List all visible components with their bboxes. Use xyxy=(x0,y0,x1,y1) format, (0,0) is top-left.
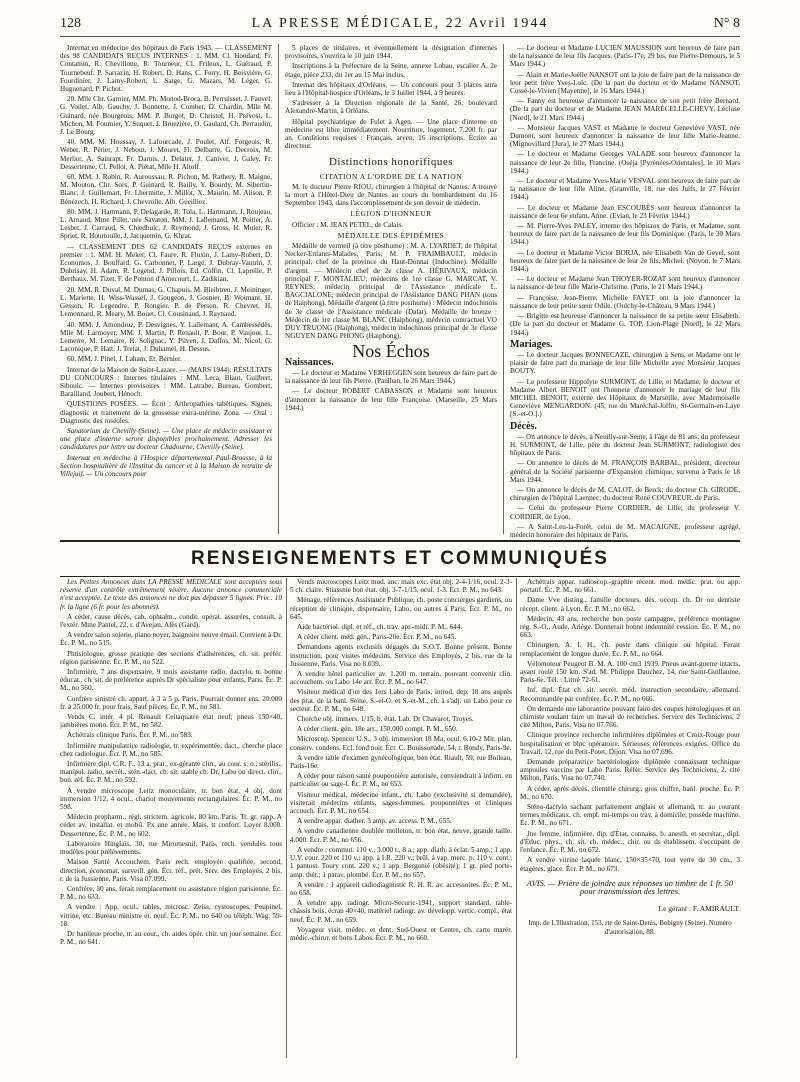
paragraph: — Le docteur et Madame LUCIEN MAUSSION sont heureux de faire part de la naissance de leur fils Jacques. (Paris-17e, 29 bis, rue Pierre-Demours, le 5 Mars 1944.) xyxy=(510,44,740,69)
paragraph: — Le docteur et Madame Victor BORJA, née Elisabeth Van de Gevel, sont heureux de faire part de la naissance de leur 2e fils, Michel. (Noyon, le 7 Mars 1944.) xyxy=(510,248,740,274)
paragraph: 20. MM. R. Duval, M. Dumas, G. Chapuis, M. Bleibtreu, J. Meininger, L. Mariette, H. Wiss-Wassef, J. Gougeon, J. Gosnier, B. Woimant, H. Gesson, R. Legendre, P. Rongier, P. de Person, R. Chevret, H. Lemonnard, R. Meary, M. Bouet, Cl. Cousinaud, J. Raynaud. xyxy=(60,285,272,319)
classified-ad: Inf. dipl. État ch. sit. secrét. méd. instruction secondaire, allemand. Recommandée par confrère. Éc. P. M., no 666. xyxy=(520,686,740,703)
paragraph: 20. Mlle Chr. Garnier, MM. Ph. Monod-Broca, B. Perruisset, J. Fauvel, G. Voilet, Alb. Gauchy, J. Bonnette, J. Combet, D. Chardin, Mlle M. Guinard, née Bourgeois, MM. P. Burgot, D. Christol, H. Prévost, L. Michon, M. Fournier, Y. Suquet, J. Bruezière, O. Gaulard, Ch. Perraudin, J. Le Bourg. xyxy=(60,95,272,137)
paragraph: Internat de la Maison de Saint-Lazare. — (MARS 1944). RÉSULTATS DU CONCOURS : Internes titulaires : MM. Leca, Blaut, Guilbert, Siboulc. — Internes provisoires : MM. Latrabe, Bureau, Gombert, Barailland, Joubert, Hénoch. xyxy=(60,365,272,399)
classified-ad: Chirurgien, A. I. H., ch. poste dans clinique ou hôpital. Ferait remplacement de longue durée. Éc. P. M., no 664. xyxy=(520,641,740,658)
paragraph: — Le docteur et Madame Jean THOYER-ROZAT sont heureux d'annoncer la naissance de leur fille Marie-Christine. (Paris, le 21 Mars 1944.) xyxy=(510,275,740,292)
classified-ad: Confrère, 30 ans, ferait remplacement ou assistance région parisienne. Éc. P. M., no 633. xyxy=(60,884,282,902)
column-2 xyxy=(285,44,497,552)
classified-ad: A céder, cause décès, cab. ophtalm., condit. opérat. assurées, consult. à l'extér. Mme Pantel, 22, r. d'Avejan, Alès (Gard). xyxy=(60,612,282,630)
classified-ad: Jne femme, infirmière, dip. d'État, connaiss. b. anesth. et secrétar., dipl. d'Éduc. phys., ch. sit. ch. médec., chir. ou ds établissem. s'occupant de l'enfance. Éc. P. M., no 672. xyxy=(520,829,740,855)
classified-ad: A vendre hôtel particulier av. 1.200 m. terrain, pouvant convenir clin. accouchem. ou Labo 14e arr. Écr. P. M., no 647. xyxy=(290,670,512,687)
paragraph: — CLASSEMENT DES 62 CANDIDATS REÇUS externes en premier : 1. MM. H. Meker, Cl. Faure, R. Fluxin, J. Lamy-Robert, D. Economos, J. Bouffard, G. Carbonnet, P. Largé, J. Dubray-Vautrin, J. Dubrisay, H. Adam, R. Legend, J. Pillois, Ed. Coffin, Cl. Laprelle, P. Berthaux, M. Tizet, F. de Ponton d'Amecourt, L. Zadikian. xyxy=(60,242,272,284)
column-divider xyxy=(278,44,279,534)
classified-ad: A vendre : App. ocul., tables, microsc. Zeiss, cystoscopes, Poupinel, vitrine, etc. Bureau ministre et. neuf. Éc. P. M., no 640 ou téléph. Wag. 59-18. xyxy=(60,903,282,928)
classified-ad: Infirmière, 7 ans dispensaire, 9 mois assistante radio, dactylo, tr. bonne éducat., ch. sit. de préférence auprès Dr spécialiste pour enfants, Paris. Éc. P. M., no 560. xyxy=(60,668,282,693)
paragraph: — Le docteur et Madame Jean ESCOUBÈS sont heureux d'annoncer la naissance de leur 6e enfant, Anne. (Evian, le 23 Février 1944.) xyxy=(510,203,740,220)
classified-ad: A vendre canadienne doublée molleton, tr. bon état, neuve, grande taille. 4.000. Écr. P. M., no 656. xyxy=(290,827,512,844)
subsection-title: Décès. xyxy=(510,420,537,432)
classified-ad: Clinique province recherche infirmières diplômées et Croix-Rouge pour hospitalisation et bloc opératoire. Sérieuses références exigées. Office du Travail, 12, rue du Petit-Potet, Dijon. Visa no 07.696. xyxy=(520,731,740,756)
paragraph: — Monsieur Jacques VAST et Madame le docteur Geneviève VAST, née Dumont, sont heureux d'annoncer la naissance de leur fille Marie-Jeanne. (Mignovillard [Jura], le 27 Mars 1944.) xyxy=(510,123,740,149)
classified-ad: Achétrais appar. radioscop.-graphie récent. mod. médic. prat. ou app. portatif. Éc. P. M., no 661. xyxy=(520,578,740,595)
issue-number: N° 8 xyxy=(713,16,740,31)
paragraph: — A Saint-Leu-la-Forêt, celui de M. MACAIGNE, professeur agrégé, médecin honoraire des hôpitaux de Paris. xyxy=(510,522,740,539)
classified-ad: Demandons agents exclusifs dégagés du S.O.T. Bonne présent. Bonne instruction, pour visites médecins. Service des Employés, 2 bis, rue de la Jussienne, Paris. Visa no 8.039. xyxy=(290,643,512,668)
subsection-title: CITATION A L'ORDRE DE LA NATION xyxy=(319,171,463,181)
paragraph: — On annonce le décès, à Neuilly-sur-Seine, à l'âge de 81 ans, du professeur H. SURMONT, de Lille, père du docteur Jean SURMONT, radiologiste des hôpitaux de Paris. xyxy=(510,432,740,458)
classifieds-column-3 xyxy=(520,578,740,1058)
classifieds-column-1 xyxy=(60,578,282,1058)
paragraph: Inscriptions à la Préfecture de la Seine, annexe Lobau, escalier A, 2e étage, pièce 233, du 1er au 15 Mai inclus. xyxy=(285,62,497,79)
classified-ad: Dame Vve disting., famille docteurs, dés. occup. ch. Dr ou dentiste récept. client. à Lyon. Éc. P. M., no 662. xyxy=(520,596,740,613)
classified-ad: Aide bactériol. dipl. et réf., ch. trav. apr.-midi. P. M., 644. xyxy=(297,623,463,632)
classified-ad: A céder, après décès, clientèle chirurg., gros chiffre, banl. proche. Éc. P. M., no 670. xyxy=(520,784,740,801)
classified-ad: Confrère sinistré ch. appart. à 3 à 5 p. Paris. Pourrait donner ens. 20.000 fr. à 25.000 fr. pour frais, Sauf pièces. Éc. P. M., no 581. xyxy=(60,694,282,711)
classified-ad: Microscop. Spencer U.S., 3 obj. immersion 18 Ma, ocul. 6.10-2 Mir. plan, conserv. condens. Ecl. fond noir. Écr. C. Bouissonade, 54, r. Bondy, Paris-9e. xyxy=(290,735,512,752)
paragraph: — Brigitte est heureuse d'annoncer la naissance de sa petite sœur Elisabeth. (De la part du docteur et Madame G. TOP, Lion-Plage [Nord], le 22 Mars 1944.) xyxy=(510,312,740,337)
classified-ad: A céder client. méd. gén., Paris-20e. Écr. P. M., no 645. xyxy=(297,633,457,642)
classified-ad: Médecin propharm., régi. strictem. agricole, 80 km. Paris. Tr. gr. rapp. A céder av. installat. et mobil. Px une année. Mais. tt confort. Loyer 8.000. Dessertenne, Éc. P. M., no 602. xyxy=(60,813,282,838)
notice: AVIS. — Prière de joindre aux réponses un timbre de 1 fr. 50 pour transmission des lettres. xyxy=(526,877,734,896)
classified-ad: A vendre vitrine laquée blanc, 150×35×70, tout verre de 30 cm., 3 étagères, glace. Écr. P. M., no 673. xyxy=(520,856,740,873)
journal-title: LA PRESSE MÉDICALE, 22 Avril 1944 xyxy=(251,16,549,31)
printer-imprint: Imp. de L'Illustration, 153, rte de Saint-Denis, Bobigny (Seine). Numéro d'autorisation, 88. xyxy=(528,919,732,936)
classified-ad: Visiteur médical, médecine infant., ch. Labo (exclusivité si demandée), visiterait médecins enfants, sages-femmes, pouponnières et cliniques accouch. Écr. P. M., no 654. xyxy=(290,790,512,816)
section-banner: RENSEIGNEMENTS ET COMMUNIQUÉS xyxy=(60,540,740,577)
paragraph: — On annonce le décès de M. CALOT, de Berck; du docteur Ch. GIRODE, chirurgien de l'hôpital Laennec; du docteur René COUVREUR, de Paris. xyxy=(510,485,740,503)
classified-ad: Laboratoire Hinglais, 30, rue Miromesnil, Paris, rech. vendules tous modèles pour prélèvements. xyxy=(60,839,282,857)
paragraph: Internat en médecine à l'Hospice départemental Paul-Brousse, à la Section hospitalière de l'Institut du cancer et à la Maison de retraite de Villejuif. — Un concours pour xyxy=(60,453,272,478)
classified-ad: A céder client. gén. 18e arr., 150.000 compt. P. M., 650. xyxy=(297,725,458,734)
subsection-title: MÉDAILLE DES ÉPIDÉMIES xyxy=(337,230,445,240)
paragraph: — Celui du professeur Pierre CORDIER, de Lille; du professeur V. CORDIER, de Lyon. xyxy=(510,504,740,521)
column-divider xyxy=(503,44,504,534)
classified-ad: A céder pour raison santé poupoonière autorisée, conviendrait à infirm. en particulier ou sage-f. Éc. P. M., no 653. xyxy=(290,772,512,789)
classified-ad: A vendre appar. diather. 3 amp. av. access. P. M., 655. xyxy=(297,817,452,826)
section-title: Nos Échos xyxy=(352,340,430,361)
paragraph: Médaille de vermeil (à titre posthume) : M. A. LYARDET, de l'hôpital Necker-Enfants-Malades, Paris; M. P. FRAIMBAULT, médecin principal, chef de la province du Haut-Donnai (Indochine). Médaille d'argent. — Médecin chef de 2e classe A. HÉRIVAUX, médecin principal F. MONTALIEU; médecins de 1re classe G. MARCAT, V. REYNES; médecin principal de l'Assistance médicale L. BAGCIALONE; médecin principal de l'Assistance DANG PHAN (tous de Haiphong). Médaille d'argent (à titre posthume) : Médecin indochinois de 3e classe de l'Assistance médicale (Dalat). Médaille de bronze : Médecin de 1re classe M. BLANC (Haiphong), médecin contractuel VO DUY TRUONG (Haiphong), médecin indochinois principal de 3e classe NGUYEN DANG PHONG (Haiphong). xyxy=(285,242,497,341)
classified-ad: Vends C. intér. 4 pl. Renault Celtaquatre état neuf; pneus 150×40, jambières mono. Écr. P. M., no 582. xyxy=(60,713,282,730)
paragraph: — Le professeur Hippolyte SURMONT, de Lille, et Madame, le docteur et Madame Albert BENOIT ont l'honneur d'annoncer le mariage de leur fils MICHEL BENOIT, externe des Hôpitaux de Marseille, avec Mademoiselle Geneviève MENGARDON. (45, rue du Maréchal-Joffre, St-Germain-en-Laye [S.-et-O.].) xyxy=(510,377,740,419)
paragraph: — Françoise, Jean-Pierre, Michelle FAYET ont la joie d'annoncer la naissance de leur petite sœur Odile. (Oulchy-le-Château, 9 Mars 1944.) xyxy=(510,293,740,310)
paragraph: Officier : M. JEAN PETEL, de Calais. xyxy=(292,220,404,229)
classified-ad: Infirmière dipl. C.R. F., 13 a. prat., ex-gérante clin., au cour. s. o., stérilis., manipul. radio, secrét., stén.-dact. ch. sit. stable ch. Dr, Labo ou direct. clin., bon. réf. Éc. P. M., no 592. xyxy=(60,760,282,785)
classified-ad: Voyageur visit. médec. et dent. Sud-Ouest et Centre, ch. carte marér. médic.-chirur. et bons Labos. Écr. P. M., no 660. xyxy=(290,925,512,942)
paragraph: 5 places de titulaires, et éventuellement la désignation d'internes provisoires, s'ouvrira le 10 juin 1944. xyxy=(285,44,497,61)
section-title: Distinctions honorifiques xyxy=(328,156,454,169)
paragraph: — M. Pierre-Yves PALEY, interne des hôpitaux de Paris, et Madame, sont heureux de faire part de la naissance de leur fils Dominique. (Paris, le 30 Mars 1944.) xyxy=(510,222,740,247)
classified-ad: A vendre microscope Leitz monoculaire, tr. bon état, 4 obj. dont immersion 1/12, 4 ocul., chariot mouvements rectangulaires. Éc. P. M., no 598. xyxy=(60,786,282,812)
classified-ad: Cherche obj. immers. 1/15, b. état. Lab. Dr Chavarot, Troyes. xyxy=(297,715,474,724)
paragraph: Sanatorium de Chevilly (Seine). — Une place de médecin assistant et une place d'interne seront disponibles prochainement. Adresser les candidatures par lettre au docteur Chadourne, Chevilly (Seine). xyxy=(60,426,272,452)
classified-ad: Phtisiologue, grosse pratique des sections d'adhérences, ch. sit. préfér. région parisienne. Éc. P. M., no 522. xyxy=(60,649,282,666)
classified-ad: Dr banlieue proche, tr. au cour., ch. aides opér. chir. un jour semaine. Écr. P. M., no 641. xyxy=(60,929,282,947)
classified-ad: Vends microscopes Leitz mod. anc. mais exc. état obj. 2-4-1/16, ocul. 2-3-5 ch. claire. Stiassnie bon état. obj. 3-7-1/15, ocul. 1-3. Écr. P. M., no 643. xyxy=(290,578,512,595)
paragraph: — On annonce le décès de M. FRANÇOIS BARBAL, président, directeur général de la Société parisienne d'Expansion chimique, survenu à Paris le 18 Mars 1944. xyxy=(510,459,740,484)
paragraph: 60. MM. J. Pinel, J. Laham, Et. Bernier. xyxy=(67,355,182,364)
paragraph: M. le docteur Pierre RIOU, chirurgien à l'hôpital de Nantes. A trouvé la mort à l'Hôtel-Dieu de Nantes au cours du bombardement du 16 Septembre 1943, dans l'accomplissement de son devoir de médecin. xyxy=(285,182,497,208)
classified-ad: Vélomoteur Peugeot B. M. A. 100 cm3 1939. Pneus avant-guerre intacts, ayant roulé 150 km. S'ad. M. Philippe Dauchez, 14, rue Saint-Guillaume, Paris-6e. Tél. : Littré 72-61. xyxy=(520,659,740,685)
classified-ad: Visiteur médical d'un des 1ers Labo de Paris, introd. dep. 18 ans auprès des prat. de la banl. Seine, S.-et-O. et S.-et-M., ch. à s'adj. un Labo pour ce secteur. Éc. P. M., no 648. xyxy=(290,688,512,713)
classified-ad: A vendre salon soierie, piano noyer, baignoire neuve émail. Convient à Dr. Éc. P. M., no 515. xyxy=(60,631,282,648)
classified-ad: On demande une laborantine pouvant faire des coupes histologiques et un chimiste voulant faire un travail de recherches. Service des Techniciens, 2 cité Milton, Paris. Visa no 07.766. xyxy=(520,704,740,730)
classified-ad: A vendre app. radiogr. Micro-Securic-1941, support standard, table-châssis bois, écran 40×40, matériel radiogr. av. développ. vertic. compl., état neuf. Éc. P. M., no 659. xyxy=(290,899,512,924)
page-header xyxy=(60,14,740,37)
paragraph: — Le docteur ROBERT CABASSON et Madame sont heureux d'annoncer la naissance de leur fille Françoise. (Marseille, 25 Mars 1944.) xyxy=(285,387,497,412)
subsection-title: Mariages. xyxy=(510,338,553,350)
classifieds-column-2 xyxy=(290,578,512,1058)
paragraph: 60. MM. J. Robin, R. Auroussau, R. Pichon, M. Rathery, R. Maigne, M. Mouton, Chr. Sors, P. Guinard, R. Bailly, Y. Bourdy, M. Sibertin-Blanc, J. Guillemart, Fr. Lhermitte, J. Millot, X. Maurin, M. Alison, P. Bénézech, H. Richard, J. Chevrolle, Alb. Gueilliez. xyxy=(60,173,272,206)
column-divider xyxy=(286,578,287,1058)
classified-ad: Médecin, 43 ans, recherche bon poste campagne, préférence montagne rég. S.-O., Aude, Ariège. Donnerait bonne indemnité cession. Éc. P. M., no 663. xyxy=(520,614,740,640)
classified-ad: Demande préparatrice bactériologiste diplômée connaissant technique ampoules vaccins par Labo Paris. Référ. Service des Techniciens, 2, cité Milton, Paris. Visa no 07.740. xyxy=(520,758,740,783)
classified-ad: A vendre : commut. 110 v., 3.000 t., 8 a.; app. diath. à éclat. 5 amp.; 1 app. U.V. cour. 220 et 110 v.; app. à I.R. 220 v.; brûl. à vap. merc. p. 110 v. cont.; 1 pantost. Toury cont. 220 v.; 1 app. Bergonié (obésité); 1 gr. pied porte-amp. thér.; 1 parav. plombé. Écr. P. M., no 657. xyxy=(290,845,512,879)
paragraph: — Le docteur Jacques BONNECAZE, chirurgien à Sens, et Madame ont le plaisir de faire part du mariage de leur fille Michelle avec Monsieur Jacques BOUTY. xyxy=(510,350,740,376)
column-1 xyxy=(60,44,272,552)
classified-ad: A vendre table d'examen gynécologique, bon état. Riault, 59, rue Boileau, Paris-16e. xyxy=(290,753,512,771)
paragraph: — Fanny est heureuse d'annoncer la naissance de son petit frère Bernard. (De la part du docteur et de Madame JEAN MARÉCELLE-CHEVY, Lécluse [Nord], le 21 Mars 1944.) xyxy=(510,97,740,122)
column-divider xyxy=(516,578,517,1058)
classified-ad: Infirmière manipulatrice radiologie, tr. expérimentée, dact., cherche place chez radiologue. Écr. P. M., no 585. xyxy=(60,741,282,758)
column-3 xyxy=(510,44,740,552)
paragraph: — Alain et Marie-Joëlle NANSOT ont la joie de faire part de la naissance de leur petit frère Yves-Loïc. (De la part du docteur et de Madame NANSOT, Cossé-le-Vivien [Mayenne], le 16 Mars 1944.) xyxy=(510,70,740,96)
paragraph: S'adresser à la Direction régionale de la Santé, 26, boulevard Alexandre-Martin, à Orléans. xyxy=(285,99,497,116)
paragraph: QUESTIONS POSÉES. — Écrit : Arthropathies tabétiques. Signes, diagnostic et traitement de la grossesse extra-utérine. Zona. — Oral : Diagnostic des roséoles. xyxy=(60,400,272,425)
classified-ad: Maison Santé Accouchem. Paris rech. employée qualifiée, second, direction, économat, surveill. gén. Écr. réf., prét. Serv. des Employés, 2 bis, r. de la Jussienne, Paris. Visa 07.099. xyxy=(60,858,282,883)
paragraph: — Le docteur et Madame VERHEGGEN sont heureux de faire part de la naissance de leur fils Pierre. (Paulhan, le 26 Mars 1944.) xyxy=(285,368,497,386)
paragraph: Internat en médecine des hôpitaux de Paris 1943. — CLASSEMENT des 98 CANDIDATS REÇUS INTERNES : 1. MM. Cl. Houdard, Fr. Contamin, R. Chevillotte, R. Tourneur, Cl. Frileux, L. Guéraud, P. Tournebeuf, P. Sarrazin, H. Robert, D. Hans, C. Ferry, H. Boisvière, G. Fourdinier, J. Lamy-Robert, L. Satge, G. Mazars, M. Léger, G. Huguenard, P. Pichot. xyxy=(60,44,272,94)
page-number: 128 xyxy=(60,16,81,31)
paragraph: — Le docteur et Madame Yves-Marie VESVAL sont heureux de faire part de la naissance de leur fille Aline. (Granville, 18, rue des Juifs, le 27 Février 1944.) xyxy=(510,177,740,202)
classified-ad: A vendre : 1 appareil radiodiagnostic R. H. R. av. accessoires. Éc. P. M., no 658. xyxy=(290,880,512,897)
classified-ad: Ménage, références Assistance Publique, ch. poste concierges gardiens, ou réception de clinique, dispensaire, Labo, ou autres à Paris. Écr. P. M., no 645. xyxy=(290,596,512,621)
paragraph: — Le docteur et Madame Georges VALADE sont heureux d'annoncer la naissance de leur 2e fille, Francine. (Oséja [Pyrénées-Orientales], le 10 Mars 1944.) xyxy=(510,150,740,175)
classified-ad: Sténo-dactylo sachant parfaitement anglais et allemand, tr. au courant termes médicaux, ch. empl. mi-temps ou trav. à domicile; possède machine. Éc. P. M., no 671. xyxy=(520,803,740,828)
paragraph: 40. MM. M. Houssay, J. Lafourcade, J. Poulet, Alf. Forgeois, R. Weber, R. Périer, J. Nebout, J. Mouret, Fl. Delbarre, G. Decroix, M. Merlier, A. Sainrapt, Fr. Darnis, J. Delater, J. Caniver, J. Galey, Fr. Dessertenne, Cl. Pellot, A. Piétat, Mlle H. Altoff. xyxy=(60,138,272,171)
paragraph: 40. MM. J. Amondruz, P. Desvignes, Y. Lallemant, A. Cambessédès, Mlle M. Larmoyer, MM. J. Martin, P. Renault, P. Bour, P. Vaujour, L. Lemerre, M. Lemaire, H. Solignac, Y. Pilven, J. Daffos, M. Nicol, G. Laconique, P. Hatt, J. Tretat, J. Duhamel, H. Dessus. xyxy=(60,320,272,354)
paragraph: Internat des hôpitaux d'Orléans. — Un concours pour 3 places aura lieu à l'Hôpital-hospice d'Orléans, le 3 Juillet 1944, à 9 heures. xyxy=(285,80,497,98)
classified-ad: Achétrais clinique Paris. Écr. P. M., no 583. xyxy=(67,731,193,740)
classified-intro: Les Petites Annonces dans LA PRESSE MÉDICALE sont acceptées sous réserve d'un contrôle extrêmement sévère. Aucune annonce commerciale n'est acceptée. Le texte des annonces ne doit pas dépasser 5 lignes. Prix : 10 fr. la ligne (6 fr. pour les abonnés). xyxy=(60,578,282,611)
manager-signature: Le gérant : F. AMIRAULT. xyxy=(658,904,740,914)
subsection-title: LÉGION D'HONNEUR xyxy=(350,209,432,219)
paragraph: Hôpital psychiatrique de Fulet à Agen. — Une place d'interne en médecine est libre immédiatement. Nourriture, logement, 7.200 fr. par an. Conditions requises : Français, aryen, 16 inscriptions. Écrire au directeur. xyxy=(285,117,497,151)
subsection-title: Naissances. xyxy=(285,356,334,368)
paragraph: 80. MM. J. Hartmann, P. Delagarde, R. Tola, L. Hartmann, J. Roujeau, L. Arnaud, Mme Pillet, née Savaton, MM. J. Lallemand, M. Poitier, A. Lesbet, J. Carraud, S. Chiedbulc, J. Reymond, J. Gross, H. Muler, R. Spriet, R. Hourtoulle, J. Jacquemin, G. Khrat. xyxy=(60,207,272,241)
